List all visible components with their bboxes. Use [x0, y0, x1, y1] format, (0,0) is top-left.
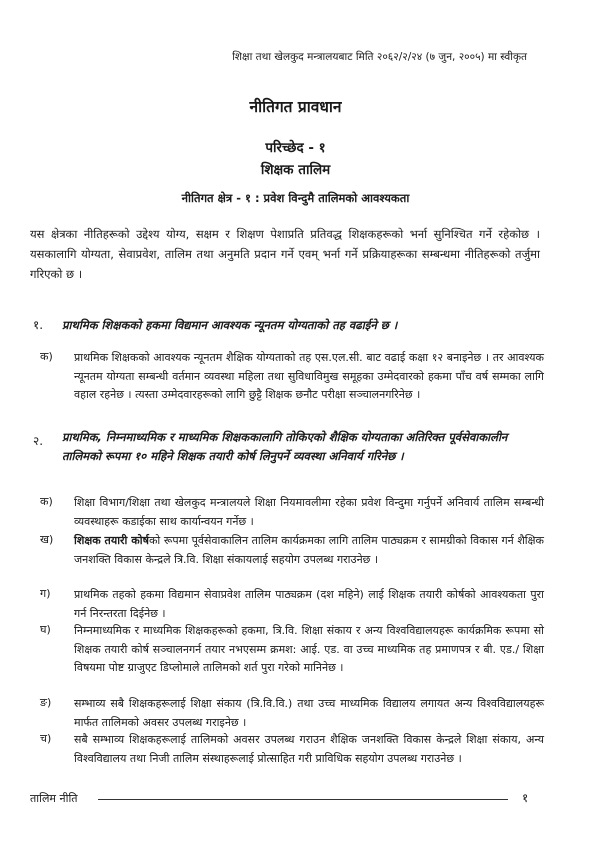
item-marker: क) [40, 350, 53, 363]
item-marker: ख) [40, 533, 54, 546]
policy-number: २. [33, 434, 44, 448]
policy-item [40, 622, 544, 678]
footer-divider [98, 799, 508, 800]
item-text: सबै सम्भाव्य शिक्षकहरूलाई तालिमको अवसर उपलब्ध गराउन शैक्षिक जनशक्ति विकास केन्द्रले शिक्षा संकाय, अन्य विश्वविद्यालय तथा निजी तालिम संस्थाहरूलाई प्रोत्साहित गरी प्राविधिक सहयोग उपलब्ध गराउनेछ । [74, 733, 544, 765]
chapter-subtitle: शिक्षक तालिम [260, 162, 331, 178]
item-text: शिक्षा विभाग/शिक्षा तथा खेलकुद मन्त्रालयले शिक्षा नियमावलीमा रहेका प्रवेश विन्दुमा गर्नुपर्ने अनिवार्य तालिम सम्बन्धी व्यवस्थाहरू कडाईका साथ कार्यान्वयन गर्नेछ । [74, 496, 544, 528]
policy-item [40, 586, 544, 623]
policy-item [40, 349, 544, 405]
policy-number: १. [33, 318, 44, 332]
policy-item [40, 494, 544, 531]
policy-statement: प्राथमिक शिक्षकको हकमा विद्यमान आवश्यक न्यूनतम योग्यताको तह वढाईने छ । [62, 318, 398, 332]
item-marker: घ) [40, 623, 51, 636]
item-marker: क) [40, 495, 53, 508]
item-text: प्राथमिक शिक्षकको आवश्यक न्यूनतम शैक्षिक योग्यताको तह एस.एल.सी. बाट वढाई कक्षा १२ बनाइनेछ । तर आवश्यक न्यूनतम योग्यता सम्बन्धी वर्तमान व्यवस्था महिला तथा सुविधाविमुख समूहका उम्मेदवारको हकमा पाँच वर्ष सम्मका लागि वहाल रहनेछ । त्यस्ता उम्मेदवारहरूको लागि छुट्टै शिक्षक छनौट परीक्षा सञ्चालनगरिनेछ । [74, 351, 544, 401]
item-text: प्राथमिक तहको हकमा विद्यमान सेवाप्रवेश तालिम पाठ्यक्रम (दश महिने) लाई शिक्षक तयारी कोर्षको आवश्यकता पुरा गर्न निरन्तरता दिईनेछ । [74, 588, 544, 620]
item-marker: च) [40, 732, 52, 745]
policy-item [40, 731, 544, 768]
footer-label: तालिम नीति [30, 792, 78, 805]
item-text: निम्नमाध्यमिक र माध्यमिक शिक्षकहरूको हकमा, त्रि.वि. शिक्षा संकाय र अन्य विश्वविद्यालयहरू कार्यक्रमिक रूपमा सो शिक्षक तयारी कोर्ष सञ्चालनगर्न तयार नभएसम्म क्रमश: आई. एड. वा उच्च माध्यमिक तह प्रमाणपत्र र बी. एड./ शिक्षा विषयमा पोष्ट ग्राजुएट डिप्लोमाले तालिमको शर्त पुरा गरेको मानिनेछ । [74, 624, 544, 674]
chapter-label: परिच्छेद - १ [265, 140, 326, 156]
item-bold-term: शिक्षक तयारी कोर्ष [74, 534, 149, 547]
item-marker: ङ) [40, 696, 52, 709]
intro-paragraph: यस क्षेत्रका नीतिहरूको उद्देश्य योग्य, सक्षम र शिक्षण पेशाप्रति प्रतिवद्ध शिक्षकहरूको भर्ना सुनिश्चित गर्ने रहेकोछ । यसकालागि योग्यता, सेवाप्रवेश, तालिम तथा अनुमति प्रदान गर्ने एवम् भर्ना गर्ने प्रक्रियाहरूका सम्बन्धमा नीतिहरूको तर्जुमा गरिएको छ । [30, 227, 540, 281]
page-title: नीतिगत प्रावधान [249, 98, 342, 116]
page-number: १ [522, 791, 529, 805]
item-marker: ग) [40, 587, 51, 600]
approval-note: शिक्षा तथा खेलकुद मन्त्रालयबाट मिति २०६२/२/२४ (७ जुन, २००५) मा स्वीकृत [232, 51, 527, 63]
policy-statement: प्राथमिक, निम्नमाध्यमिक र माध्यमिक शिक्षककालागि तोकिएको शैक्षिक योग्यताका अतिरिक्त पूर्वसेवाकालीन तालिमको रूपमा १० महिने शिक्षक तयारी कोर्ष लिनुपर्ने व्यवस्था अनिवार्य गरिनेछ । [62, 430, 508, 463]
policy-item [40, 532, 544, 569]
item-text: को रूपमा पूर्वसेवाकालिन तालिम कार्यक्रमका लागि तालिम पाठ्यक्रम र सामग्रीको विकास गर्न शैक्षिक जनशक्ति विकास केन्द्रले त्रि.वि. शिक्षा संकायलाई सहयोग उपलब्ध गराउनेछ । [74, 534, 544, 566]
section-heading: नीतिगत क्षेत्र - १ : प्रवेश विन्दुमै तालिमको आवश्यकता [181, 191, 410, 205]
item-text: सम्भाव्य सबै शिक्षकहरूलाई शिक्षा संकाय (त्रि.वि.वि.) तथा उच्च माध्यमिक विद्यालय लगायत अन्य विश्वविद्यालयहरू मार्फत तालिमको अवसर उपलब्ध गराइनेछ । [74, 697, 544, 729]
policy-item [40, 695, 544, 732]
